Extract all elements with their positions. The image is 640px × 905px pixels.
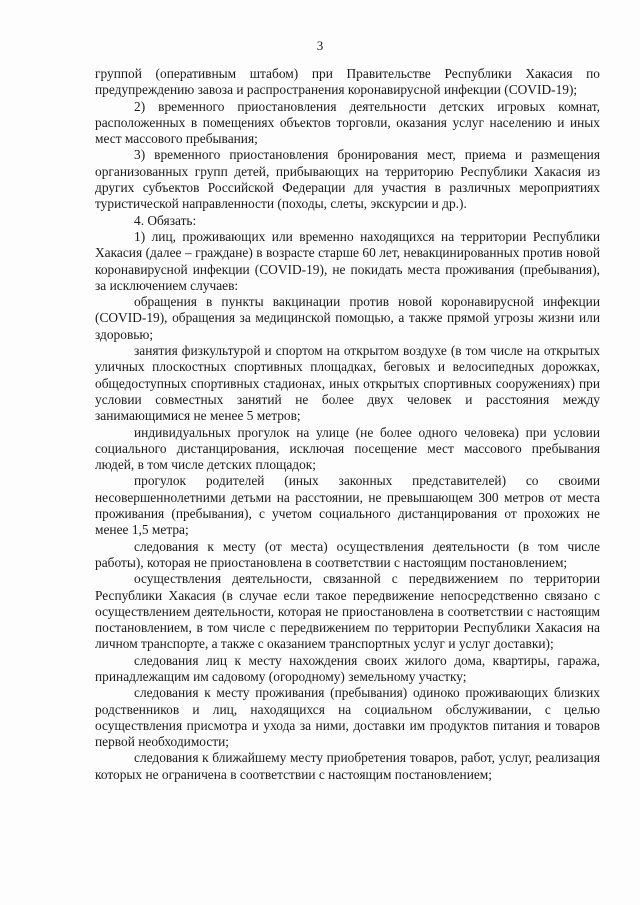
paragraph-exception-property: следования лиц к месту нахождения своих жилого дома, квартиры, гаража, принадлежащим им садовому (огородному) земельному участку; [95, 652, 600, 684]
paragraph-exception-shopping: следования к ближайшему месту приобретения товаров, работ, услуг, реализация которых не ограничена в соответствии с настоящим постановлением; [95, 750, 600, 782]
paragraph-item-3: 3) временного приостановления бронирования мест, приема и размещения организованных групп детей, прибывающих на территорию Республики Хакасия из других субъектов Российской Федерации для участия в различных мероприятиях туристической направленности (походы, слеты, экскурсии и др.). [95, 147, 600, 212]
paragraph-item-2: 2) временного приостановления деятельности детских игровых комнат, расположенных в помещениях объектов торговли, оказания услуг населению и иных мест массового пребывания; [95, 98, 600, 147]
paragraph-section-4: 4. Обязать: [134, 212, 197, 228]
page-number: 3 [316, 38, 324, 53]
paragraph-exception-parents: прогулок родителей (иных законных представителей) со своими несовершеннолетними детьми на расстоянии, не превышающем 300 метров от места проживания (пребывания), с учетом социального дистанцирования от прохожих не менее 1,5 метра; [95, 473, 600, 538]
paragraph-exception-relatives: следования к месту проживания (пребывания) одиноко проживающих близких родственников и лиц, находящихся на социальном обслуживании, с целью осуществления присмотра и ухода за ними, доставки им продуктов питания и товаров первой необходимости; [95, 685, 600, 750]
paragraph-exception-vaccination: обращения в пункты вакцинации против новой коронавирусной инфекции (COVID-19), обращения за медицинской помощью, а также прямой угрозы жизни или здоровью; [95, 294, 600, 342]
paragraph-exception-walks: индивидуальных прогулок на улице (не более одного человека) при условии социального дистанцирования, исключая посещение мест массового пребывания людей, в том числе детских площадок; [95, 424, 600, 473]
paragraph-exception-work: следования к месту (от места) осуществления деятельности (в том числе работы), которая не приостановлена в соответствии с настоящим постановлением; [95, 538, 600, 570]
document-body [95, 66, 600, 783]
paragraph-continuation: группой (оперативным штабом) при Правительстве Республики Хакасия по предупреждению завоза и распространения коронавирусной инфекции (COVID-19); [95, 66, 600, 98]
paragraph-item-4-1: 1) лиц, проживающих или временно находящихся на территории Республики Хакасия (далее – граждане) в возрасте старше 60 лет, невакцинированных против новой коронавирусной инфекции (COVID-19), не покидать места проживания (пребывания), за исключением случаев: [95, 228, 600, 293]
paragraph-exception-travel: осуществления деятельности, связанной с передвижением по территории Республики Хакасия (в случае если такое передвижение непосредственно связано с осуществлением деятельности, которая не приостановлена в соответствии с настоящим постановлением, в том числе с передвижением по территории Республики Хакасия на личном транспорте, а также с оказанием транспортных услуг и услуг доставки); [95, 571, 600, 652]
paragraph-exception-sport: занятия физкультурой и спортом на открытом воздухе (в том числе на открытых уличных плоскостных спортивных площадках, беговых и велосипедных дорожках, общедоступных спортивных стадионах, иных открытых спортивных сооружениях) при условии совместных занятий не более двух человек и расстояния между занимающимися не менее 5 метров; [95, 343, 600, 424]
